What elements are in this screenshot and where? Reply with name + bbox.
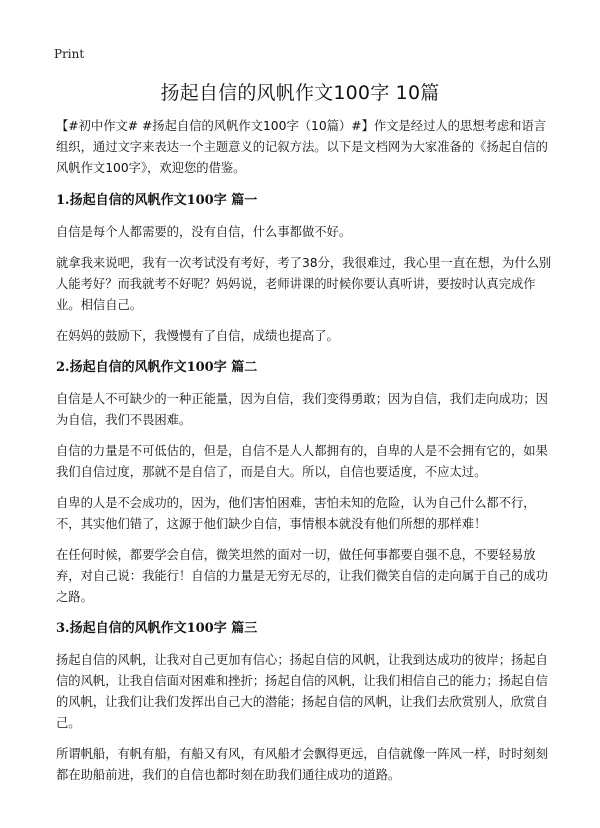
section-heading: 2.扬起自信的风帆作文100字 篇二	[56, 360, 258, 375]
paragraph: 所谓帆船，有帆有船，有船又有风，有风船才会飘得更远，自信就像一阵风一样，时时刻刻都在助船前进，我们的自信也都时刻在助我们通往成功的道路。	[56, 747, 548, 782]
intro-paragraph: 【#初中作文# #扬起自信的风帆作文100字（10篇）#】作文是经过人的思想考虑和语言组织，通过文字来表达一个主题意义的记叙方法。以下是文档网为大家准备的《扬起自信的风帆作文100字》，欢迎您的借鉴。	[56, 119, 548, 175]
section-1	[56, 190, 556, 347]
document-title: 扬起自信的风帆作文100字 10篇	[160, 82, 440, 104]
paragraph: 在妈妈的鼓励下，我慢慢有了自信，成绩也提高了。	[56, 329, 339, 343]
paragraph: 自卑的人是不会成功的，因为，他们害怕困难，害怕未知的危险，认为自己什么都不行，不，其实他们错了，这源于他们缺少自信，事情根本就没有他们所想的那样难！	[56, 496, 536, 531]
paragraph: 在任何时候，都要学会自信，微笑坦然的面对一切，做任何事都要自强不息，不要轻易放弃，对自己说：我能行！自信的力量是无穷无尽的，让我们微笑自信的走向属于自己的成功之路。	[56, 548, 548, 604]
section-heading: 3.扬起自信的风帆作文100字 篇三	[56, 621, 258, 636]
section-heading: 1.扬起自信的风帆作文100字 篇一	[56, 193, 258, 208]
paragraph: 就拿我来说吧，我有一次考试没有考好，考了38分，我很难过，我心里一直在想，为什么别人能考好？而我就考不好呢？妈妈说，老师讲课的时候你要认真听讲，要按时认真完成作业。相信自己。	[56, 256, 552, 312]
document-body	[56, 116, 556, 796]
paragraph: 扬起自信的风帆，让我对自己更加有信心；扬起自信的风帆，让我到达成功的彼岸；扬起自信的风帆，让我自信面对困难和挫折；扬起自信的风帆，让我们相信自己的能力；扬起自信的风帆，让我们让我们发挥出自己大的潜能；扬起自信的风帆，让我们去欣赏别人，欣赏自己。	[56, 653, 548, 730]
paragraph: 自信的力量是不可低估的，但是，自信不是人人都拥有的，自卑的人是不会拥有它的，如果我们自信过度，那就不是自信了，而是自大。所以，自信也要适度，不应太过。	[56, 444, 548, 479]
section-2	[56, 357, 556, 608]
paragraph: 自信是每个人都需要的，没有自信，什么事都做不好。	[56, 225, 352, 239]
section-3	[56, 618, 556, 786]
print-label: Print	[54, 47, 85, 61]
paragraph: 自信是人不可缺少的一种正能量，因为自信，我们变得勇敢；因为自信，我们走向成功；因为自信，我们不畏困难。	[56, 392, 548, 427]
